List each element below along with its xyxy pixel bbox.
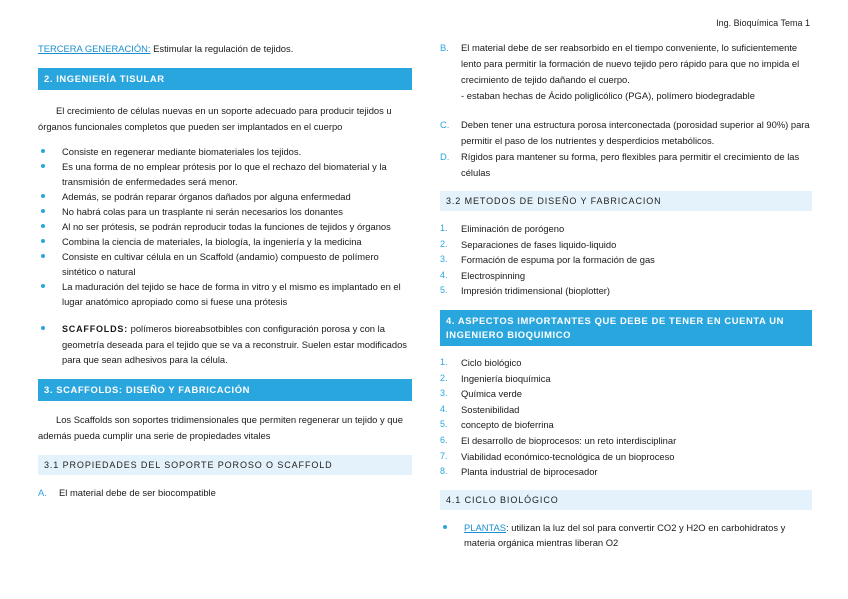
list-item-number: 5. [440, 285, 448, 296]
list-item-number: 8. [440, 466, 448, 477]
property-b-content [461, 40, 812, 104]
list-item [440, 417, 812, 433]
list-item-number: 3. [440, 388, 448, 399]
bullet-item: Además, se podrán reparar órganos dañados por alguna enfermedad [38, 189, 412, 204]
property-b-text: El material debe de ser reabsorbido en el tiempo conveniente, lo suficientemente lento para permitir la formación de nuevo tejido pero rápido para que no impida el crecimiento de tejido dañando el cuerpo. [461, 42, 800, 85]
bullet-item: Es una forma de no emplear prótesis por lo que el rechazo del biomaterial y la transmisión de enfermedades será menor. [38, 159, 412, 189]
left-column [38, 40, 412, 501]
list-item-text: Sostenibilidad [461, 403, 520, 415]
list-item [440, 449, 812, 465]
list-item [440, 252, 812, 268]
list-item-number: 5. [440, 419, 448, 430]
list-item-text: Impresión tridimensional (bioplotter) [461, 285, 611, 297]
plantas-text: : utilizan la luz del sol para convertir CO2 y H2O en carbohidratos y materia orgánica mientras liberan O2 [464, 521, 786, 548]
page-header: Ing. Bioquímica Tema 1 [716, 18, 810, 28]
right-column [440, 40, 812, 550]
list-item [440, 402, 812, 418]
tercera-generacion-text: Estimular la regulación de tejidos. [150, 43, 294, 54]
scaffolds-definition-list [38, 321, 412, 367]
list-item [440, 433, 812, 449]
list-item-number: 7. [440, 450, 448, 461]
list-item [440, 221, 812, 237]
property-d-text: Rígidos para mantener su forma, pero flexibles para permitir el crecimiento de las células [461, 151, 800, 178]
list-item-text: Ciclo biológico [461, 356, 522, 368]
list-item [440, 371, 812, 387]
list-item-text: Eliminación de porógeno [461, 223, 565, 234]
property-d-marker: D. [440, 151, 450, 162]
section-2-heading: 2. INGENIERÍA TISULAR [38, 68, 412, 90]
list-item-text: El desarrollo de bioprocesos: un reto interdisciplinar [461, 434, 677, 446]
list-item [440, 283, 812, 299]
list-item-number: 1. [440, 223, 448, 233]
list-item-number: 2. [440, 372, 448, 383]
section-4-heading: 4. ASPECTOS IMPORTANTES QUE DEBE DE TENER EN CUENTA UN INGENIERO BIOQUIMICO [440, 310, 812, 346]
list-item-text: Química verde [461, 388, 522, 400]
section-3-1-heading: 3.1 PROPIEDADES DEL SOPORTE POROSO O SCAFFOLD [38, 455, 412, 475]
section-2-paragraph: El crecimiento de células nuevas en un soporte adecuado para producir tejidos u órganos funcionales completos que pueden ser implantados en el cuerpo [38, 105, 392, 132]
list-item [440, 464, 812, 480]
list-item [440, 268, 812, 284]
bullet-item: La maduración del tejido se hace de forma in vitro y el mismo es implantado en el lugar anatómico apropiado como si fuese una prótesis [38, 279, 412, 309]
section-3-2-heading: 3.2 METODOS DE DISEÑO Y FABRICACION [440, 191, 812, 211]
bullet-item: Al no ser prótesis, se podrán reproducir todas la funciones de tejidos y órganos [38, 219, 412, 234]
tercera-generacion-link[interactable]: TERCERA GENERACIÓN: [38, 43, 151, 54]
property-a-text: El material debe de ser biocompatible [59, 487, 216, 498]
list-item [440, 237, 812, 253]
list-item-number: 6. [440, 434, 448, 445]
section-4-1-list [440, 520, 812, 550]
scaffolds-text: polímeros bioreabsotbibles con configuración porosa y con la geometría deseada para el tejido que se va a reconstruir. Suelen estar modificados para que sean adhesivos para la célula. [62, 323, 407, 365]
list-item [440, 355, 812, 371]
list-item-text: Ingeniería bioquímica [461, 372, 551, 384]
plantas-link[interactable]: PLANTAS [464, 521, 507, 533]
list-item-text: Planta industrial de biprocesador [461, 466, 598, 478]
list-item-number: 4. [440, 269, 448, 280]
tercera-generacion-line [38, 42, 412, 56]
list-item-number: 4. [440, 403, 448, 414]
property-c-text: Deben tener una estructura porosa interconectada (porosidad superior al 90%) para permitir el paso de los nutrientes y desperdicios metabólicos. [461, 119, 810, 146]
section-4-1-heading: 4.1 CICLO BIOLÓGICO [440, 490, 812, 510]
section-4-list [440, 355, 812, 480]
section-3-2-list [440, 221, 812, 299]
property-a [38, 485, 412, 501]
list-item-number: 2. [440, 238, 448, 249]
property-a-marker: A. [38, 487, 47, 498]
property-b-note: - estaban hechas de Ácido poliglicólico (PGA), polímero biodegradable [461, 90, 755, 101]
list-item-text: Electrospinning [461, 269, 526, 281]
scaffolds-definition [38, 321, 412, 367]
list-item-number: 1. [440, 356, 448, 367]
list-item-text: Separaciones de fases liquido-liquido [461, 238, 617, 250]
property-c-marker: C. [440, 119, 450, 130]
list-item-text: concepto de bioferrina [461, 419, 554, 431]
list-item-number: 3. [440, 254, 448, 265]
list-item-text: Formación de espuma por la formación de gas [461, 254, 655, 266]
plantas-item [440, 520, 812, 550]
section-3-paragraph: Los Scaffolds son soportes tridimensionales que permiten regenerar un tejido y que además pueda cumplir una serie de propiedades vitales [38, 414, 403, 441]
property-b [440, 40, 812, 104]
bullet-item: Combina la ciencia de materiales, la biología, la ingeniería y la medicina [38, 234, 412, 249]
scaffolds-label: SCAFFOLDS: [62, 324, 128, 334]
bullet-item: Consiste en cultivar célula en un Scaffold (andamio) compuesto de polímero sintético o natural [38, 249, 412, 279]
property-d [440, 149, 812, 181]
property-b-marker: B. [440, 42, 449, 53]
property-c [440, 117, 812, 149]
bullet-item: Consiste en regenerar mediante biomateriales los tejidos. [38, 144, 412, 159]
section-2-bullet-list [38, 144, 412, 309]
bullet-item: No habrá colas para un trasplante ni serán necesarios los donantes [38, 204, 412, 219]
list-item-text: Viabilidad económico-tecnológica de un bioproceso [461, 450, 675, 462]
list-item [440, 386, 812, 402]
section-3-heading: 3. SCAFFOLDS: DISEÑO Y FABRICACIÓN [38, 379, 412, 401]
